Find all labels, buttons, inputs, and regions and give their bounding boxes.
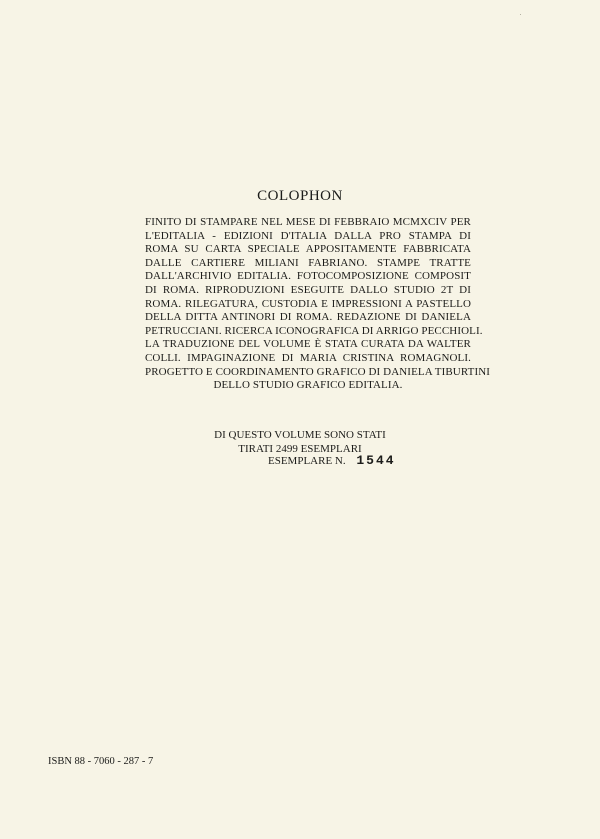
copy-number-row xyxy=(268,453,396,468)
colophon-text xyxy=(145,216,491,393)
colophon-line: DALL'ARCHIVIO EDITALIA. FOTOCOMPOSIZIONE COMPOSIT xyxy=(145,270,471,283)
print-run-line: DI QUESTO VOLUME SONO STATI xyxy=(214,429,386,441)
colophon-line: DELLO STUDIO GRAFICO EDITALIA. xyxy=(213,379,403,392)
colophon-line: L'EDITALIA - EDIZIONI D'ITALIA DALLA PRO STAMPA DI xyxy=(145,229,471,242)
colophon-line: COLLI. IMPAGINAZIONE DI MARIA CRISTINA ROMAGNOLI. xyxy=(145,351,471,364)
colophon-line: PETRUCCIANI. RICERCA ICONOGRAFICA DI ARRIGO PECCHIOLI. xyxy=(145,324,483,337)
colophon-line: DALLE CARTIERE MILIANI FABRIANO. STAMPE TRATTE xyxy=(145,256,471,269)
print-run-line: TIRATI 2499 ESEMPLARI xyxy=(238,442,362,455)
colophon-line: DI ROMA. RIPRODUZIONI ESEGUITE DALLO STUDIO 2T DI xyxy=(145,283,471,296)
colophon-line: DELLA DITTA ANTINORI DI ROMA. REDAZIONE DI DANIELA xyxy=(145,311,471,324)
isbn: ISBN 88 - 7060 - 287 - 7 xyxy=(48,756,154,767)
colophon-line: PROGETTO E COORDINAMENTO GRAFICO DI DANIELA TIBURTINI xyxy=(145,365,491,378)
colophon-line: ROMA SU CARTA SPECIALE APPOSITAMENTE FABBRICATA xyxy=(145,243,471,256)
colophon-line: FINITO DI STAMPARE NEL MESE DI FEBBRAIO MCMXCIV PER xyxy=(145,216,471,228)
copy-number: 1544 xyxy=(356,453,396,468)
colophon-line: LA TRADUZIONE DEL VOLUME È STATA CURATA DA WALTER xyxy=(145,338,471,351)
copy-number-label: ESEMPLARE N. xyxy=(268,455,346,467)
colophon-line: ROMA. RILEGATURA, CUSTODIA E IMPRESSIONI A PASTELLO xyxy=(145,297,471,310)
corner-mark xyxy=(520,14,521,15)
print-run-statement xyxy=(0,429,600,456)
page-title: COLOPHON xyxy=(257,188,343,204)
